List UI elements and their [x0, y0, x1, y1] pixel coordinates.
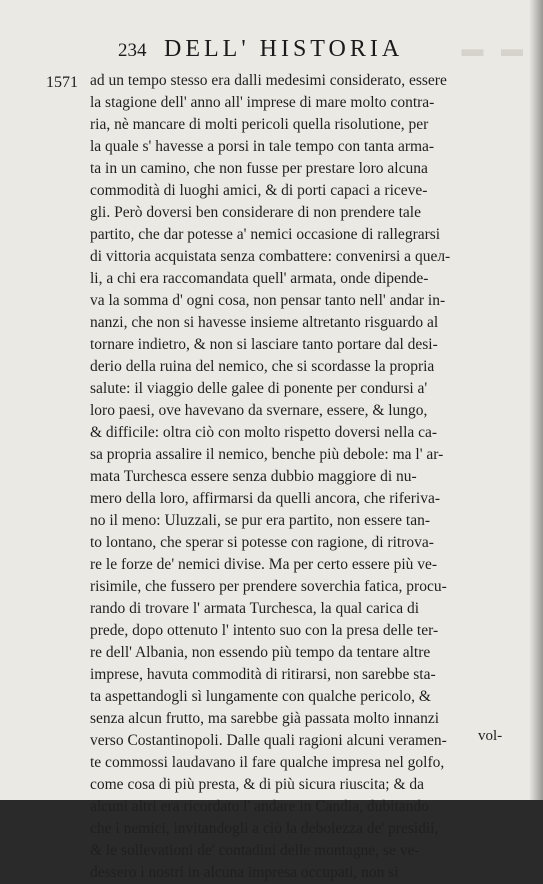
page-edge-shadow [529, 0, 543, 800]
text-line: ria, nè mancare di molti pericoli quella risolutione, per [90, 116, 429, 133]
text-line: che i nemici, invitandogli a ciò la debolezza de' presidii, [90, 820, 439, 837]
body-text [90, 70, 520, 884]
text-line: gli. Però doversi ben considerare di non prendere tale [90, 204, 421, 221]
text-line: tornare indietro, & non si lasciare tanto portare dal desi- [90, 336, 438, 353]
text-line: imprese, havuta commodità di ritirarsi, non sarebbe sta- [90, 666, 436, 683]
text-line: come cosa di più presta, & di più sicura riuscita; & da [90, 776, 425, 793]
text-line: sa propria assalire il nemico, benche più debole: ma l' ar- [90, 446, 444, 463]
text-line: re le forze de' nemici divise. Ma per certo essere più ve- [90, 556, 438, 573]
text-line: nanzi, che non si havesse insieme altretanto risguardo al [90, 314, 439, 331]
margin-year-note: 1571 [46, 74, 78, 91]
catchword: vol- [478, 728, 503, 744]
text-line: prede, dopo ottenuto l' intento suo con la presa delle ter- [90, 622, 439, 639]
text-line: loro paesi, ove havevano da svernare, essere, & lungo, [90, 402, 428, 419]
text-line: ad un tempo stesso era dalli medesimi considerato, essere [90, 72, 447, 89]
text-line: risimile, che fussero per prendere soverchia fatica, procu- [90, 578, 447, 595]
show-through-bleed: ▬ ▬ [461, 36, 529, 61]
text-line: dessero i nostri in alcuna impresa occupati, non si [90, 864, 399, 881]
text-line: derio della ruina del nemico, che si scordasse la propria [90, 358, 435, 375]
text-line: di vittoria acquistata senza combattere: convenirsi a queл- [90, 248, 451, 265]
text-line: verso Costantinopoli. Dalle quali ragioni alcuni veramen- [90, 732, 447, 749]
text-line: rando di trovare l' armata Turchesca, la qual carica di [90, 600, 420, 617]
running-title: DELL' HISTORIA [164, 36, 404, 62]
text-line: & difficile: oltra ciò con molto rispetto doversi nella ca- [90, 424, 438, 441]
text-line: senza alcun frutto, ma sarebbe già passata molto innanzi [90, 710, 440, 727]
text-line: te commossi laudavano il fare qualche impresa nel golfo, [90, 754, 445, 771]
text-line: ta aspettandogli sì lungamente con qualche pericolo, & [90, 688, 431, 705]
text-line: la stagione dell' anno all' imprese di mare molto contra- [90, 94, 435, 111]
text-line: no il meno: Uluzzali, se pur era partito, non essere tan- [90, 512, 431, 529]
text-line: mata Turchesca essere senza dubbio maggiore di nu- [90, 468, 417, 485]
text-line: salute: il viaggio delle galee di ponente per condursi a' [90, 380, 428, 397]
text-line: commodità di luoghi amici, & di porti capaci a riceve- [90, 182, 428, 199]
text-line: alcuni altri era ricordato l' andare in Candia, dubitando [90, 798, 429, 815]
page-header [118, 34, 538, 64]
page-number: 234 [118, 40, 147, 61]
text-line: mero della loro, affirmarsi da quelli ancora, che riferiva- [90, 490, 441, 507]
text-line: to lontano, che sperar si potesse con ragione, di ritrova- [90, 534, 434, 551]
text-line: partito, che dar potesse a' nemici occasione di rallegrarsi [90, 226, 441, 243]
text-line: la quale s' havesse a porsi in tale tempo con tanta arma- [90, 138, 435, 155]
text-line: & le sollevationi de' contadini delle montagne, se ve- [90, 842, 420, 859]
text-line: va la somma d' ogni cosa, non pensar tanto nell' andar in- [90, 292, 446, 309]
text-line: ta in un camino, che non fusse per prestare loro alcuna [90, 160, 428, 177]
text-line: li, a chi era raccomandata quell' armata, onde dipende- [90, 270, 429, 287]
text-line: re dell' Albania, non essendo più tempo da tentare altre [90, 644, 431, 661]
